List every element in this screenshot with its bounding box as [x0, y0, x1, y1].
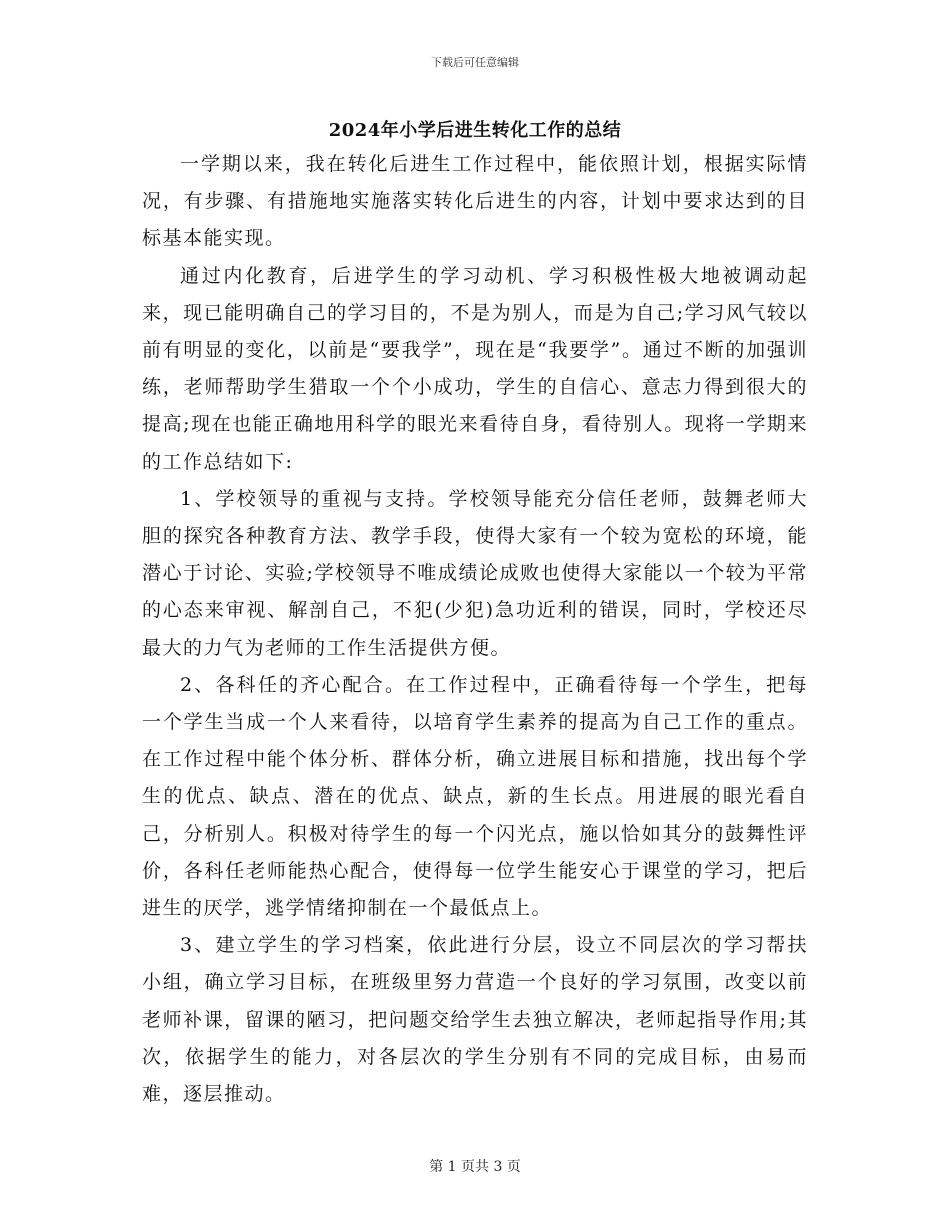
page-header-note: 下载后可任意编辑: [431, 56, 519, 69]
paragraph-point-3: 3、建立学生的学习档案，依此进行分层，设立不同层次的学习帮扶小组，确立学习目标，在班级里努力营造一个良好的学习氛围，改变以前老师补课，留课的陋习，把问题交给学生去独立解决，老师起指导作用;其次，依据学生的能力，对各层次的学生分别有不同的完成目标，由易而难，逐层推动。: [142, 934, 808, 1106]
paragraph-overview: 通过内化教育，后进学生的学习动机、学习积极性极大地被调动起来，现已能明确自己的学习目的，不是为别人，而是为自己;学习风气较以前有明显的变化，以前是“要我学”，现在是“我要学”。通过不断的加强训练，老师帮助学生猎取一个个小成功，学生的自信心、意志力得到很大的提高;现在也能正确地用科学的眼光来看待自身，看待别人。现将一学期来的工作总结如下:: [142, 264, 808, 473]
page-number-footer: 第 1 页共 3 页: [429, 1159, 521, 1175]
paragraph-intro: 一学期以来，我在转化后进生工作过程中，能依照计划，根据实际情况，有步骤、有措施地实施落实转化后进生的内容，计划中要求达到的目标基本能实现。: [142, 153, 808, 250]
document-body: [142, 146, 808, 1113]
document-title: 2024年小学后进生转化工作的总结: [328, 120, 622, 141]
paragraph-point-2: 2、各科任的齐心配合。在工作过程中，正确看待每一个学生，把每一个学生当成一个人来看待，以培育学生素养的提高为自己工作的重点。在工作过程中能个体分析、群体分析，确立进展目标和措施，找出每个学生的优点、缺点、潜在的优点、缺点，新的生长点。用进展的眼光看自己，分析别人。积极对待学生的每一个闪光点，施以恰如其分的鼓舞性评价，各科任老师能热心配合，使得每一位学生能安心于课堂的学习，把后进生的厌学，逃学情绪抑制在一个最低点上。: [142, 673, 808, 920]
paragraph-point-1: 1、学校领导的重视与支持。学校领导能充分信任老师，鼓舞老师大胆的探究各种教育方法、教学手段，使得大家有一个较为宽松的环境，能潜心于讨论、实验;学校领导不唯成绩论成败也使得大家能以一个较为平常的心态来审视、解剖自己，不犯(少犯)急功近利的错误，同时，学校还尽最大的力气为老师的工作生活提供方便。: [142, 487, 808, 659]
